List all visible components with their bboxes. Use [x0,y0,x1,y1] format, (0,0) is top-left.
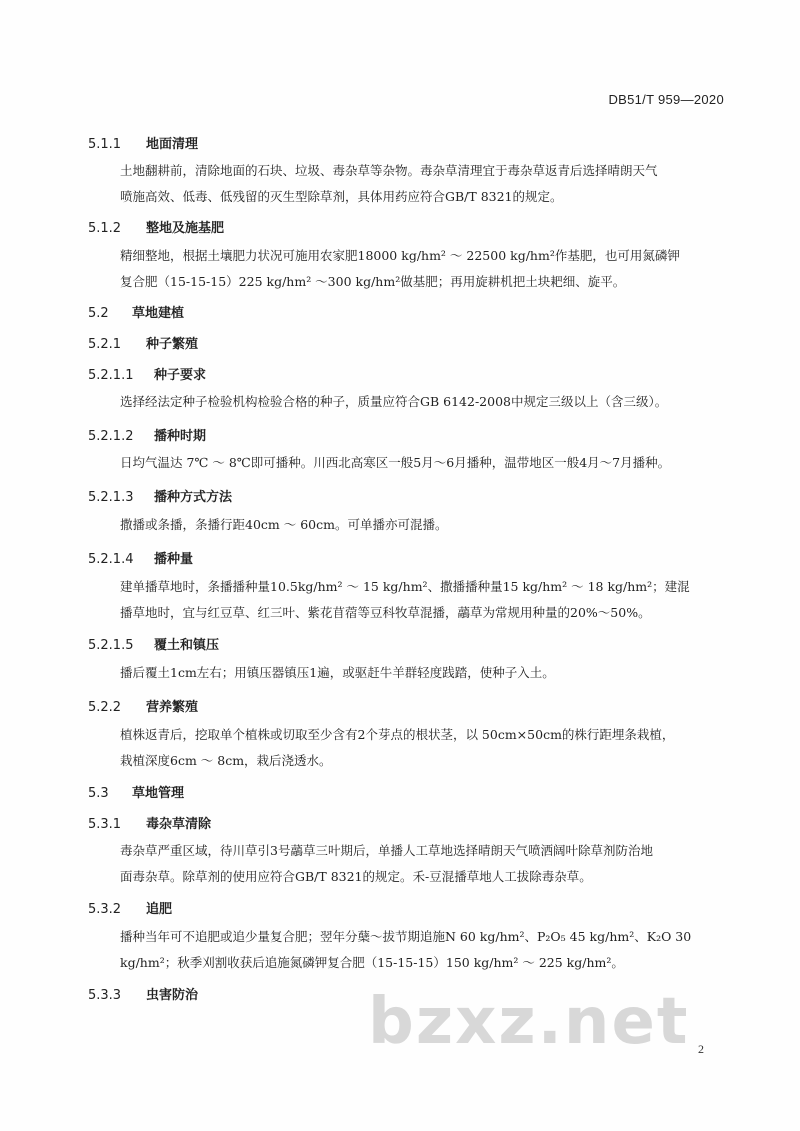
paragraph [120,450,724,476]
section-heading [88,696,198,715]
section-number: 5.3.2 [88,902,122,917]
section-title: 地面清理 [146,137,199,152]
paragraph-line: 日均气温达 7℃ ～ 8℃即可播种。川西北高寒区一般5月～6月播种，温带地区一般4月～7月播种。 [120,455,671,470]
paragraph-line: 播后覆土1cm左右；用镇压器镇压1遍，或驱赶牛羊群轻度践踏，使种子入土。 [120,665,555,680]
section-title: 播种方式方法 [154,490,233,505]
paragraph [120,722,724,774]
section-heading [88,634,219,653]
paragraph [120,574,724,626]
watermark: bzxz.net [368,985,690,1059]
paragraph [120,512,724,538]
paragraph-line: 建单播草地时，条播播种量10.5kg/hm² ～ 15 kg/hm²、撒播播种量15 kg/hm² ～ 18 kg/hm²；建混 [120,579,690,594]
section-title: 草地管理 [132,786,185,801]
section-heading [88,782,184,801]
paragraph-line: 土地翻耕前，清除地面的石块、垃圾、毒杂草等杂物。毒杂草清理宜于毒杂草返青后选择晴朗天气 [120,163,658,178]
section-title: 营养繁殖 [146,700,199,715]
section-title: 播种量 [154,552,194,567]
page-number: 2 [698,1042,704,1056]
section-title: 毒杂草清除 [146,817,212,832]
paragraph-line: kg/hm²；秋季刈割收获后追施氮磷钾复合肥（15-15-15）150 kg/hm² ～ 225 kg/hm²。 [120,955,624,970]
section-heading [88,302,184,321]
section-heading [88,333,198,352]
section-heading [88,898,172,917]
paragraph-line: 喷施高效、低毒、低残留的灭生型除草剂，具体用药应符合GB/T 8321的规定。 [120,189,563,204]
section-heading [88,813,211,832]
section-title: 整地及施基肥 [146,221,225,236]
section-title: 种子要求 [154,368,207,383]
paragraph [120,924,724,976]
paragraph-line: 栽植深度6cm ～ 8cm，栽后浇透水。 [120,753,332,768]
paragraph-line: 复合肥（15-15-15）225 kg/hm² ～300 kg/hm²做基肥；再用旋耕机把土块耙细、旋平。 [120,274,626,289]
paragraph-line: 精细整地，根据土壤肥力状况可施用农家肥18000 kg/hm² ～ 22500 kg/hm²作基肥，也可用氮磷钾 [120,248,680,263]
section-title: 播种时期 [154,429,207,444]
section-heading [88,425,206,444]
section-heading [88,984,198,1003]
paragraph-line: 植株返青后，挖取单个植株或切取至少含有2个芽点的根状茎，以 50cm×50cm的株行距埋条栽植， [120,727,675,742]
section-number: 5.2.1 [88,337,122,352]
paragraph-line: 播种当年可不追肥或追少量复合肥；翌年分蘖～拔节期追施N 60 kg/hm²、P₂O₅ 45 kg/hm²、K₂O 30 [120,929,692,944]
section-title: 虫害防治 [146,988,199,1003]
paragraph [120,660,724,686]
section-title: 种子繁殖 [146,337,199,352]
paragraph-line: 播草地时，宜与红豆草、红三叶、紫花苜蓿等豆科牧草混播，虉草为常规用种量的20%～50%。 [120,605,651,620]
section-heading [88,217,224,236]
section-title: 追肥 [146,902,173,917]
paragraph-line: 选择经法定种子检验机构检验合格的种子，质量应符合GB 6142-2008中规定三级以上（含三级）。 [120,394,668,409]
document-id-header: DB51/T 959—2020 [608,92,724,107]
section-number: 5.2.1.1 [88,368,134,383]
section-heading [88,364,206,383]
section-number: 5.1.2 [88,221,122,236]
section-number: 5.2.1.4 [88,552,134,567]
section-title: 覆土和镇压 [154,638,220,653]
section-heading [88,486,232,505]
paragraph-line: 撒播或条播，条播行距40cm ～ 60cm。可单播亦可混播。 [120,517,448,532]
section-number: 5.2.1.5 [88,638,134,653]
paragraph-line: 面毒杂草。除草剂的使用应符合GB/T 8321的规定。禾-豆混播草地人工拔除毒杂草。 [120,869,592,884]
section-number: 5.2.1.2 [88,429,134,444]
section-heading [88,548,193,567]
section-number: 5.3 [88,786,109,801]
section-number: 5.2.1.3 [88,490,134,505]
section-number: 5.2 [88,306,109,321]
section-number: 5.3.3 [88,988,122,1003]
section-number: 5.2.2 [88,700,122,715]
paragraph [120,389,724,415]
paragraph [120,838,724,890]
paragraph [120,158,724,210]
section-title: 草地建植 [132,306,185,321]
section-heading [88,133,198,152]
paragraph-line: 毒杂草严重区域，待川草引3号虉草三叶期后，单播人工草地选择晴朗天气喷洒阔叶除草剂防治地 [120,843,653,858]
section-number: 5.1.1 [88,137,122,152]
section-number: 5.3.1 [88,817,122,832]
paragraph [120,243,724,295]
